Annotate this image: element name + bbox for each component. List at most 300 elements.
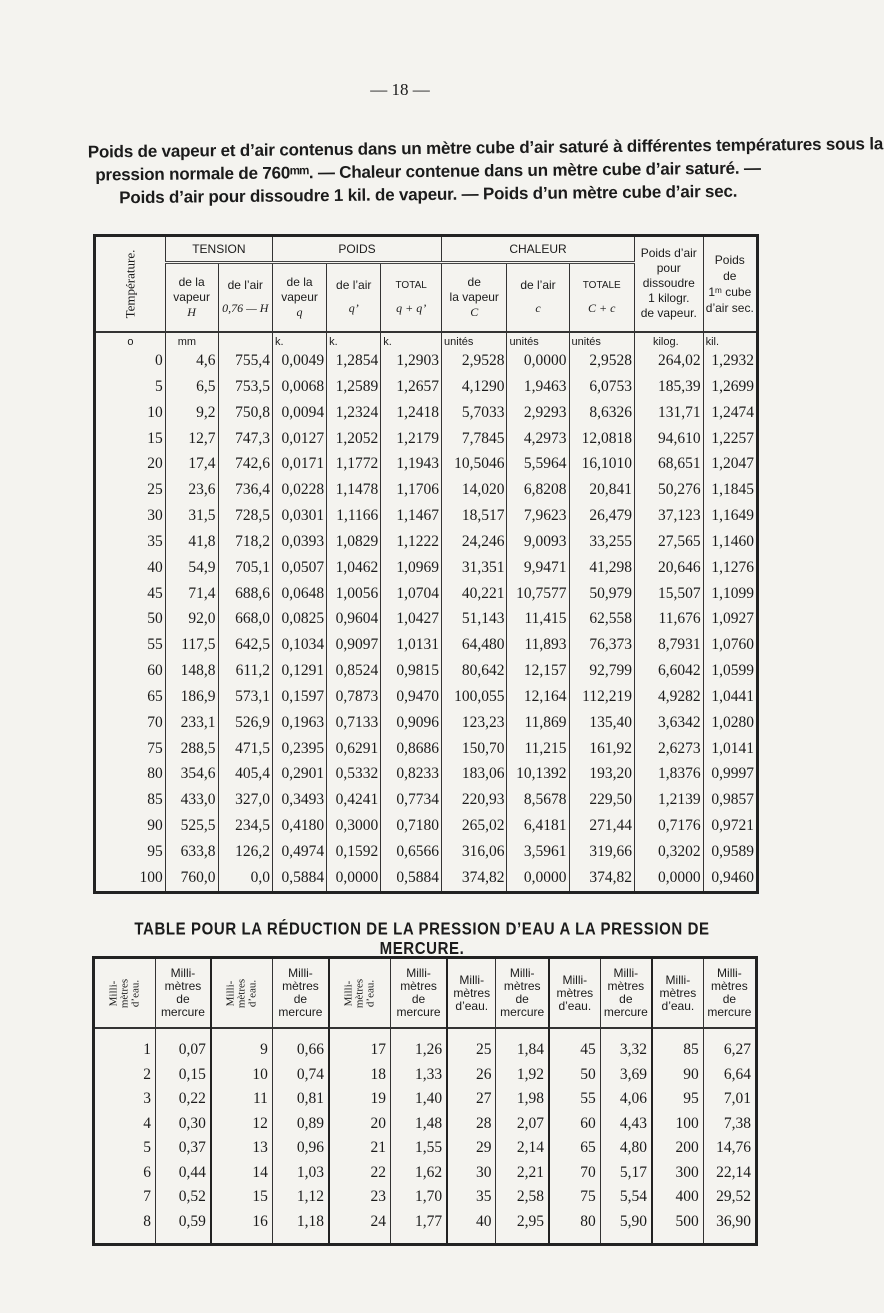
table-cell: 21 xyxy=(329,1136,391,1161)
table-cell: 0,0094 xyxy=(272,400,326,426)
table-cell: 10,5046 xyxy=(442,451,507,477)
table-cell: 64,480 xyxy=(442,632,507,658)
table-cell: 17 xyxy=(329,1038,391,1063)
table-cell: 1,2932 xyxy=(703,348,757,374)
table-cell: 6,64 xyxy=(703,1062,756,1087)
table-cell: 11,676 xyxy=(634,606,703,632)
table-cell: 0,66 xyxy=(272,1038,329,1063)
mercure-header-3: Milli- mètres de mercure xyxy=(390,958,447,1029)
table-cell: 1,03 xyxy=(272,1161,329,1186)
table-cell: 1,2047 xyxy=(703,451,757,477)
table-cell: 319,66 xyxy=(569,839,634,865)
table-cell: 4,2973 xyxy=(507,426,569,452)
table-row xyxy=(95,736,758,762)
table-cell: 1,2854 xyxy=(327,348,381,374)
table-cell: 1,1943 xyxy=(381,451,442,477)
table-cell: 1,2699 xyxy=(703,374,757,400)
table-cell: 60 xyxy=(147,662,163,680)
table-cell: 0,5884 xyxy=(272,865,326,891)
table-cell: 0,15 xyxy=(156,1062,211,1087)
table-cell: 1,1467 xyxy=(381,503,442,529)
table-cell: 0,0228 xyxy=(272,477,326,503)
table-cell: 3,69 xyxy=(600,1062,652,1087)
eau-header-3: Milli- mètres d’eau. xyxy=(329,958,391,1029)
table-cell: 1,2179 xyxy=(381,426,442,452)
table-cell: 1,1276 xyxy=(703,555,757,581)
table-cell: 10 xyxy=(211,1062,273,1087)
table-cell: 2 xyxy=(143,1065,151,1083)
table-cell: 1,2052 xyxy=(327,426,381,452)
table-cell: 1,0969 xyxy=(381,555,442,581)
table-cell: 0,44 xyxy=(156,1161,211,1186)
table-cell: 0,30 xyxy=(156,1111,211,1136)
table-cell: 85 xyxy=(652,1038,703,1063)
table-cell: 75 xyxy=(147,739,163,757)
table-cell: 0,81 xyxy=(272,1087,329,1112)
table-cell: 0,8686 xyxy=(381,736,442,762)
table-cell: 6,4181 xyxy=(507,813,569,839)
table-cell: 1,2257 xyxy=(703,426,757,452)
table-cell: 500 xyxy=(652,1210,703,1235)
table-cell: 526,9 xyxy=(218,710,272,736)
tension-header: TENSION xyxy=(165,236,272,263)
table-cell: 0,8233 xyxy=(381,762,442,788)
table-cell: 12 xyxy=(211,1111,273,1136)
table-cell: 100 xyxy=(652,1111,703,1136)
table-cell: 1,0427 xyxy=(381,606,442,632)
reduction-header-row xyxy=(94,958,757,1029)
table-cell: 1,0131 xyxy=(381,632,442,658)
table-cell: 75 xyxy=(549,1185,600,1210)
table-cell: 0,7734 xyxy=(381,787,442,813)
table-cell: 2,14 xyxy=(496,1136,549,1161)
table-cell: 0,8524 xyxy=(327,658,381,684)
table-cell: 183,06 xyxy=(442,762,507,788)
table-cell: 68,651 xyxy=(634,451,703,477)
table-cell: 0,1034 xyxy=(272,632,326,658)
table-cell: 1,0056 xyxy=(327,581,381,607)
table-cell: 4,1290 xyxy=(442,374,507,400)
table-cell: 0,4241 xyxy=(327,787,381,813)
table-cell: 728,5 xyxy=(218,503,272,529)
table-cell: 288,5 xyxy=(165,736,218,762)
tension-air-header: de l’air 0,76 — H xyxy=(218,262,272,331)
table-cell: 0,74 xyxy=(272,1062,329,1087)
table-cell: 19 xyxy=(329,1087,391,1112)
mercure-header-6: Milli- mètres de mercure xyxy=(703,958,756,1029)
table-cell: 4 xyxy=(143,1114,151,1132)
table-cell: 94,610 xyxy=(634,426,703,452)
table-cell: 2,9528 xyxy=(442,348,507,374)
table-cell: 80 xyxy=(549,1210,600,1235)
table-cell: 0,2395 xyxy=(272,736,326,762)
table-cell: 0,0171 xyxy=(272,451,326,477)
table-cell: 131,71 xyxy=(634,400,703,426)
table-row xyxy=(95,710,758,736)
caption-line-3: Poids d’air pour dissoudre 1 kil. de vapeur. — Poids d’un mètre cube d’air sec. xyxy=(119,181,738,208)
table-cell: 11 xyxy=(211,1087,273,1112)
table-cell: 50,276 xyxy=(634,477,703,503)
table-cell: 10,1392 xyxy=(507,762,569,788)
table-cell: 16 xyxy=(211,1210,273,1235)
table-cell: 0,07 xyxy=(156,1038,211,1063)
table-cell: 0,0 xyxy=(218,865,272,891)
table-cell: 0,5884 xyxy=(381,865,442,891)
table-cell: 11,869 xyxy=(507,710,569,736)
table-row xyxy=(95,529,758,555)
table-cell: 11,215 xyxy=(507,736,569,762)
table-row xyxy=(94,1161,757,1186)
table-cell: 27 xyxy=(447,1087,496,1112)
table-cell: 0,2901 xyxy=(272,762,326,788)
table-cell: 0,0000 xyxy=(507,865,569,891)
table-cell: 6,8208 xyxy=(507,477,569,503)
table-row xyxy=(95,555,758,581)
table-cell: 1 xyxy=(143,1040,151,1058)
table-cell: 76,373 xyxy=(569,632,634,658)
table-cell: 24 xyxy=(329,1210,391,1235)
table-cell: 11,415 xyxy=(507,606,569,632)
vapor-air-table xyxy=(93,234,759,894)
table-cell: 433,0 xyxy=(165,787,218,813)
poids-air-dissoudre-header: Poids d’air pour dissoudre 1 kilogr. de vapeur. xyxy=(634,236,703,332)
table-cell: 1,0829 xyxy=(327,529,381,555)
tension-vapeur-header: de la vapeur H xyxy=(165,262,218,331)
table-cell: 10,7577 xyxy=(507,581,569,607)
table-cell: 22 xyxy=(329,1161,391,1186)
table-cell: 3,5961 xyxy=(507,839,569,865)
table-cell: 1,0927 xyxy=(703,606,757,632)
table-row xyxy=(95,684,758,710)
table-cell: 31,351 xyxy=(442,555,507,581)
table-cell: 54,9 xyxy=(165,555,218,581)
table-cell: 5,54 xyxy=(600,1185,652,1210)
table-cell: 26 xyxy=(447,1062,496,1087)
chaleur-vapeur-header: de la vapeur C xyxy=(442,262,507,331)
table-cell: 1,84 xyxy=(496,1038,549,1063)
table-cell: 200 xyxy=(652,1136,703,1161)
table-cell: 33,255 xyxy=(569,529,634,555)
table-cell: 0,6291 xyxy=(327,736,381,762)
table-cell: 41,8 xyxy=(165,529,218,555)
table-cell: 3,32 xyxy=(600,1038,652,1063)
table-cell: 1,2657 xyxy=(381,374,442,400)
mercure-header-1: Milli- mètres de mercure xyxy=(156,958,211,1029)
table-cell: 14,020 xyxy=(442,477,507,503)
table-cell: 1,2903 xyxy=(381,348,442,374)
table-cell: 1,1166 xyxy=(327,503,381,529)
table-cell: 14 xyxy=(211,1161,273,1186)
table-cell: 0,9460 xyxy=(703,865,757,891)
table-cell: 0,9604 xyxy=(327,606,381,632)
table-cell: 51,143 xyxy=(442,606,507,632)
table-cell: 40 xyxy=(447,1210,496,1235)
table-row xyxy=(95,813,758,839)
table-cell: 1,1649 xyxy=(703,503,757,529)
table-cell: 0,22 xyxy=(156,1087,211,1112)
table-cell: 525,5 xyxy=(165,813,218,839)
table-cell: 573,1 xyxy=(218,684,272,710)
chaleur-header: CHALEUR xyxy=(442,236,635,263)
chaleur-totale-header: TOTALE C + c xyxy=(569,262,634,331)
table-cell: 0,9997 xyxy=(703,762,757,788)
table-cell: 1,1460 xyxy=(703,529,757,555)
chaleur-air-header: de l’air c xyxy=(507,262,569,331)
table-cell: 1,55 xyxy=(390,1136,447,1161)
table-cell: 30 xyxy=(147,507,163,525)
table-cell: 6 xyxy=(143,1163,151,1181)
table-cell: 28 xyxy=(447,1111,496,1136)
table-cell: 1,2474 xyxy=(703,400,757,426)
table-cell: 12,164 xyxy=(507,684,569,710)
table-cell: 4,80 xyxy=(600,1136,652,1161)
table-cell: 90 xyxy=(147,817,163,835)
table-cell: 20 xyxy=(147,455,163,473)
table-row xyxy=(94,1111,757,1136)
table-cell: 27,565 xyxy=(634,529,703,555)
eau-header-5: Milli- mètres d’eau. xyxy=(549,958,600,1029)
table-cell: 12,7 xyxy=(165,426,218,452)
table-cell: 0,9589 xyxy=(703,839,757,865)
table-cell: 40,221 xyxy=(442,581,507,607)
table-cell: 1,0599 xyxy=(703,658,757,684)
table-cell: 0,1592 xyxy=(327,839,381,865)
table-cell: 50 xyxy=(147,610,163,628)
table-cell: 35 xyxy=(147,532,163,550)
table-cell: 95 xyxy=(652,1087,703,1112)
table-cell: 6,0753 xyxy=(569,374,634,400)
table-cell: 0,9857 xyxy=(703,787,757,813)
table-cell: 1,9463 xyxy=(507,374,569,400)
table-cell: 0,0507 xyxy=(272,555,326,581)
table-row xyxy=(94,1210,757,1235)
table-cell: 1,26 xyxy=(390,1038,447,1063)
table-cell: 90 xyxy=(652,1062,703,1087)
table-cell: 5,17 xyxy=(600,1161,652,1186)
table-cell: 9,9471 xyxy=(507,555,569,581)
temperature-header: Température. xyxy=(95,236,166,332)
table-cell: 5,5964 xyxy=(507,451,569,477)
table-cell: 1,8376 xyxy=(634,762,703,788)
table-cell: 100 xyxy=(139,868,163,886)
table-cell: 85 xyxy=(147,791,163,809)
table-cell: 0,6566 xyxy=(381,839,442,865)
table-cell: 0,0000 xyxy=(634,865,703,891)
table-cell: 8 xyxy=(143,1213,151,1231)
table-cell: 1,1099 xyxy=(703,581,757,607)
table-cell: 12,0818 xyxy=(569,426,634,452)
table-cell: 2,6273 xyxy=(634,736,703,762)
table-cell: 753,5 xyxy=(218,374,272,400)
table-cell: 14,76 xyxy=(703,1136,756,1161)
table-cell: 0,3202 xyxy=(634,839,703,865)
caption-line-2: pression normale de 760ᵐᵐ. — Chaleur contenue dans un mètre cube d’air saturé. — xyxy=(95,158,761,185)
table-row xyxy=(95,477,758,503)
table-cell: 1,70 xyxy=(390,1185,447,1210)
table-cell: 18,517 xyxy=(442,503,507,529)
table-cell: 55 xyxy=(549,1087,600,1112)
table-cell: 4,6 xyxy=(165,348,218,374)
table-cell: 0,9721 xyxy=(703,813,757,839)
table-cell: 35 xyxy=(447,1185,496,1210)
table-row xyxy=(95,400,758,426)
table-row xyxy=(94,1087,757,1112)
table-cell: 736,4 xyxy=(218,477,272,503)
mercure-header-4: Milli- mètres de mercure xyxy=(496,958,549,1029)
table-cell: 36,90 xyxy=(703,1210,756,1235)
table-cell: 0,5332 xyxy=(327,762,381,788)
table-cell: 16,1010 xyxy=(569,451,634,477)
table-row xyxy=(95,865,758,891)
table-cell: 300 xyxy=(652,1161,703,1186)
table-cell: 0,7873 xyxy=(327,684,381,710)
table-cell: 7,01 xyxy=(703,1087,756,1112)
table-cell: 65 xyxy=(549,1136,600,1161)
table-cell: 400 xyxy=(652,1185,703,1210)
table-cell: 25 xyxy=(147,481,163,499)
table-cell: 22,14 xyxy=(703,1161,756,1186)
table-row xyxy=(94,1185,757,1210)
table-cell: 0,7133 xyxy=(327,710,381,736)
table-cell: 30 xyxy=(447,1161,496,1186)
table-cell: 1,40 xyxy=(390,1087,447,1112)
table-cell: 0,0049 xyxy=(272,348,326,374)
table-cell: 2,21 xyxy=(496,1161,549,1186)
table-cell: 70 xyxy=(147,713,163,731)
table-cell: 161,92 xyxy=(569,736,634,762)
eau-header-2: Milli- mètres d’eau. xyxy=(211,958,273,1029)
table-cell: 0,3000 xyxy=(327,813,381,839)
table-cell: 1,2418 xyxy=(381,400,442,426)
table-cell: 0,52 xyxy=(156,1185,211,1210)
table-cell: 135,40 xyxy=(569,710,634,736)
table-cell: 234,5 xyxy=(218,813,272,839)
table-cell: 8,5678 xyxy=(507,787,569,813)
table-cell: 24,246 xyxy=(442,529,507,555)
table-cell: 15 xyxy=(211,1185,273,1210)
table-cell: 642,5 xyxy=(218,632,272,658)
table-cell: 15 xyxy=(147,429,163,447)
table-cell: 1,18 xyxy=(272,1210,329,1235)
table-cell: 9 xyxy=(211,1038,273,1063)
table-cell: 742,6 xyxy=(218,451,272,477)
table-cell: 0,89 xyxy=(272,1111,329,1136)
caption-line-1: Poids de vapeur et d’air contenus dans un mètre cube d’air saturé à différentes températures sous la xyxy=(87,134,884,162)
eau-header-4: Milli- mètres d’eau. xyxy=(447,958,496,1029)
table-cell: 5 xyxy=(143,1139,151,1157)
table-cell: 1,2139 xyxy=(634,787,703,813)
table-cell: 0,0127 xyxy=(272,426,326,452)
table-cell: 0,0000 xyxy=(507,348,569,374)
table-row xyxy=(95,426,758,452)
table-cell: 3,6342 xyxy=(634,710,703,736)
table-cell: 0,59 xyxy=(156,1210,211,1235)
table-row xyxy=(94,1038,757,1063)
table-cell: 26,479 xyxy=(569,503,634,529)
table-cell: 316,06 xyxy=(442,839,507,865)
table-cell: 5,90 xyxy=(600,1210,652,1235)
poids-total-header: TOTAL q + q’ xyxy=(381,262,442,331)
table-cell: 12,157 xyxy=(507,658,569,684)
table-cell: 23 xyxy=(329,1185,391,1210)
table-cell: 0,96 xyxy=(272,1136,329,1161)
table-cell: 1,1845 xyxy=(703,477,757,503)
table-cell: 1,0704 xyxy=(381,581,442,607)
poids-air-header: de l’air q’ xyxy=(327,262,381,331)
table-row xyxy=(95,374,758,400)
table-cell: 0,7180 xyxy=(381,813,442,839)
table-cell: 62,558 xyxy=(569,606,634,632)
table-cell: 11,893 xyxy=(507,632,569,658)
table-cell: 65 xyxy=(147,687,163,705)
table-cell: 6,5 xyxy=(165,374,218,400)
table-cell: 9,2 xyxy=(165,400,218,426)
table-cell: 95 xyxy=(147,843,163,860)
table-cell: 148,8 xyxy=(165,658,218,684)
reduction-table-title: TABLE POUR LA RÉDUCTION DE LA PRESSION D’EAU A LA PRESSION DE MERCURE. xyxy=(134,919,710,959)
table-cell: 7,38 xyxy=(703,1111,756,1136)
table-cell: 1,33 xyxy=(390,1062,447,1087)
table-cell: 1,62 xyxy=(390,1161,447,1186)
table-cell: 0,0301 xyxy=(272,503,326,529)
table-cell: 611,2 xyxy=(218,658,272,684)
table-cell: 0,0825 xyxy=(272,606,326,632)
table-row xyxy=(95,451,758,477)
table-cell: 186,9 xyxy=(165,684,218,710)
table-cell: 1,98 xyxy=(496,1087,549,1112)
table-cell: 1,1222 xyxy=(381,529,442,555)
table-cell: 4,9282 xyxy=(634,684,703,710)
table-cell: 229,50 xyxy=(569,787,634,813)
table-cell: 0,9097 xyxy=(327,632,381,658)
units-row: o mm k. k. k. unités unités unités kilog. kil. xyxy=(95,332,758,348)
table-cell: 760,0 xyxy=(165,865,218,891)
table-cell: 0,3493 xyxy=(272,787,326,813)
table-cell: 7,7845 xyxy=(442,426,507,452)
table-row xyxy=(94,1136,757,1161)
table-cell: 0,1597 xyxy=(272,684,326,710)
table-cell: 70 xyxy=(549,1161,600,1186)
table-cell: 6,6042 xyxy=(634,658,703,684)
table-cell: 18 xyxy=(329,1062,391,1087)
table-cell: 265,02 xyxy=(442,813,507,839)
table-cell: 750,8 xyxy=(218,400,272,426)
table-cell: 7,9623 xyxy=(507,503,569,529)
table-row xyxy=(95,606,758,632)
table-cell: 471,5 xyxy=(218,736,272,762)
table-cell: 40 xyxy=(147,558,163,576)
table-cell: 0,37 xyxy=(156,1136,211,1161)
table-cell: 1,12 xyxy=(272,1185,329,1210)
table-cell: 0,9470 xyxy=(381,684,442,710)
table-cell: 23,6 xyxy=(165,477,218,503)
table-cell: 71,4 xyxy=(165,581,218,607)
table-cell: 92,0 xyxy=(165,606,218,632)
table-cell: 755,4 xyxy=(218,348,272,374)
table-cell: 0,0000 xyxy=(327,865,381,891)
table-cell: 45 xyxy=(549,1038,600,1063)
poids-vapeur-header: de la vapeur q xyxy=(272,262,326,331)
table-cell: 0,0068 xyxy=(272,374,326,400)
table-cell: 374,82 xyxy=(442,865,507,891)
table-cell: 15,507 xyxy=(634,581,703,607)
table-cell: 1,48 xyxy=(390,1111,447,1136)
table-cell: 2,07 xyxy=(496,1111,549,1136)
table-cell: 668,0 xyxy=(218,606,272,632)
table-cell: 1,0760 xyxy=(703,632,757,658)
table-cell: 0,1963 xyxy=(272,710,326,736)
table-cell: 7 xyxy=(143,1188,151,1206)
